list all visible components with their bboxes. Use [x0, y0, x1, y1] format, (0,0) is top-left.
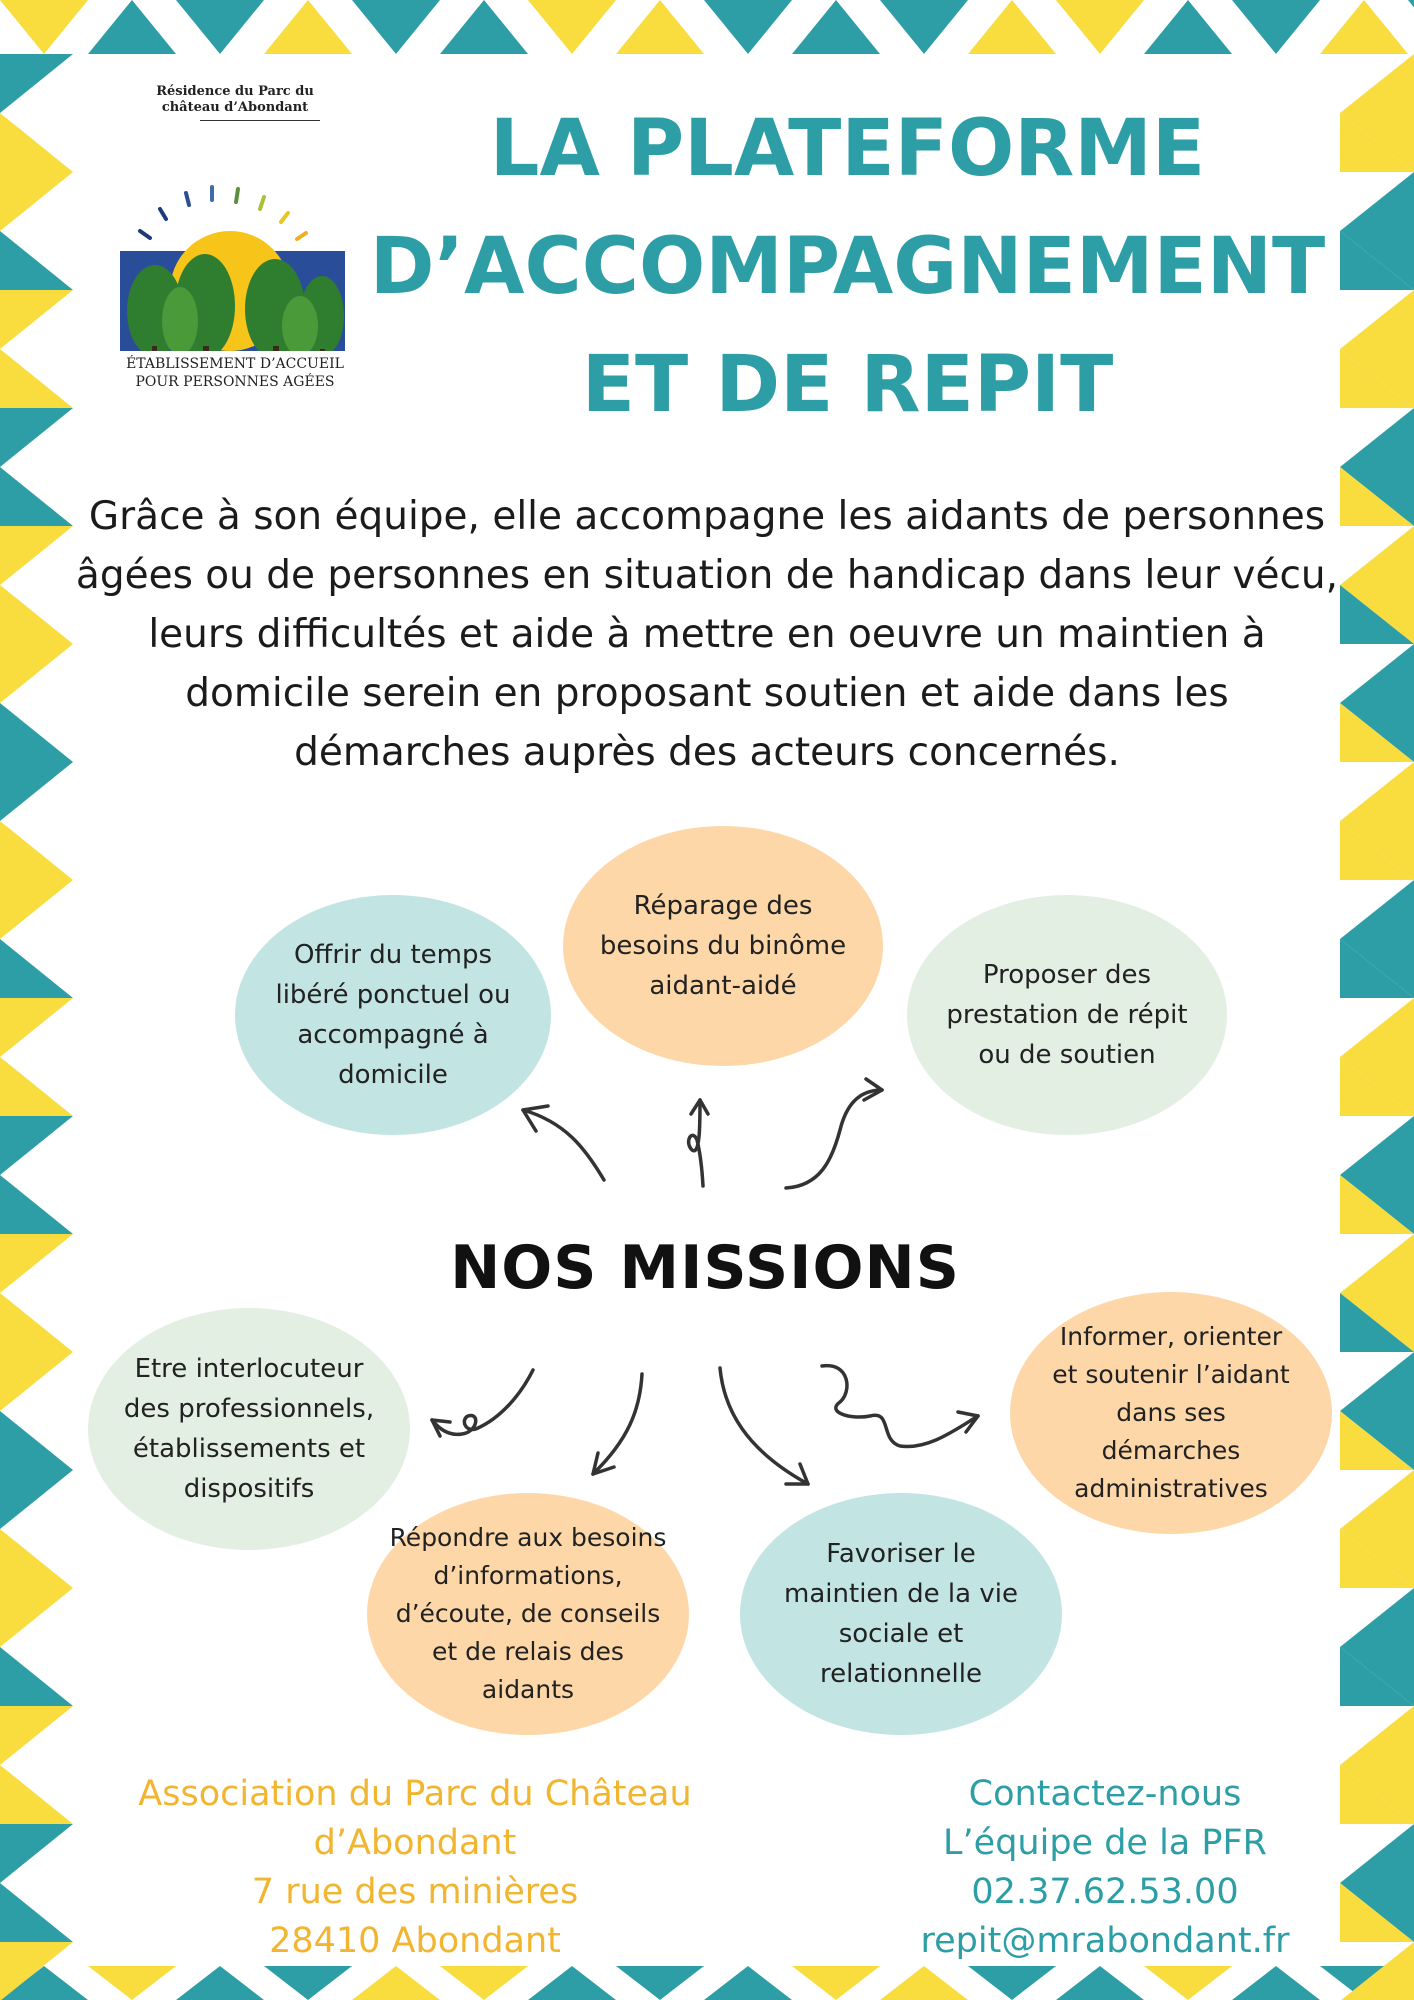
mission-bubble-favoriser: Favoriser le maintien de la vie sociale et relationnelle: [740, 1493, 1062, 1735]
logo-top-text: Résidence du Parc du château d’Abondant: [156, 84, 314, 115]
mission-bubble-interlocuteur: Etre interlocuteur des professionnels, établissements et dispositifs: [88, 1308, 410, 1550]
title-line-1: LA PLATEFORME: [489, 104, 1206, 194]
address-line-3: 7 rue des minières: [251, 1872, 579, 1912]
arrow-to-favoriser: [720, 1368, 808, 1484]
mission-bubble-repondre: Répondre aux besoins d’informations, d’écoute, de conseils et de relais des aidants: [367, 1493, 689, 1735]
mission-bubble-reparage: Réparage des besoins du binôme aidant-aidé: [563, 826, 883, 1066]
arrow-to-repondre: [593, 1374, 642, 1474]
contact-email[interactable]: repit@mrabondant.fr: [920, 1921, 1290, 1961]
contact-team: L’équipe de la PFR: [943, 1823, 1267, 1863]
address-line-4: 28410 Abondant: [269, 1921, 561, 1961]
association-address: [110, 1770, 720, 1966]
title-line-3: ET DE REPIT: [581, 340, 1114, 430]
arrow-to-interlocuteur: [432, 1370, 533, 1436]
contact-block: [880, 1770, 1330, 1966]
contact-phone[interactable]: 02.37.62.53.00: [971, 1872, 1239, 1912]
mission-bubble-proposer: Proposer des prestation de répit ou de soutien: [907, 895, 1227, 1135]
mission-bubble-informer: Informer, orienter et soutenir l’aidant dans ses démarches administratives: [1010, 1292, 1332, 1534]
contact-heading: Contactez-nous: [968, 1774, 1242, 1814]
arrow-to-informer: [822, 1366, 978, 1447]
title-line-2: D’ACCOMPAGNEMENT: [369, 222, 1326, 312]
address-line-2: d’Abondant: [313, 1823, 517, 1863]
logo-bottom-line2: POUR PERSONNES AGÉES: [135, 374, 335, 390]
intro-paragraph: Grâce à son équipe, elle accompagne les aidants de personnes âgées ou de personnes en situation de handicap dans leur vécu, leurs difficultés et aide à mettre en oeuvre un maintien à domicile serein en proposant soutien et aide dans les démarches auprès des acteurs concernés.: [75, 494, 1339, 775]
address-line-1: Association du Parc du Château: [138, 1774, 692, 1814]
mission-bubble-offrir: Offrir du temps libéré ponctuel ou accompagné à domicile: [235, 895, 551, 1135]
logo-bottom-line1: ÉTABLISSEMENT D’ACCUEIL: [126, 356, 344, 372]
arrow-to-proposer: [786, 1079, 882, 1188]
arrow-to-offrir: [523, 1106, 604, 1180]
arrow-to-reparage: [689, 1100, 708, 1186]
missions-heading: NOS MISSIONS: [450, 1233, 960, 1303]
